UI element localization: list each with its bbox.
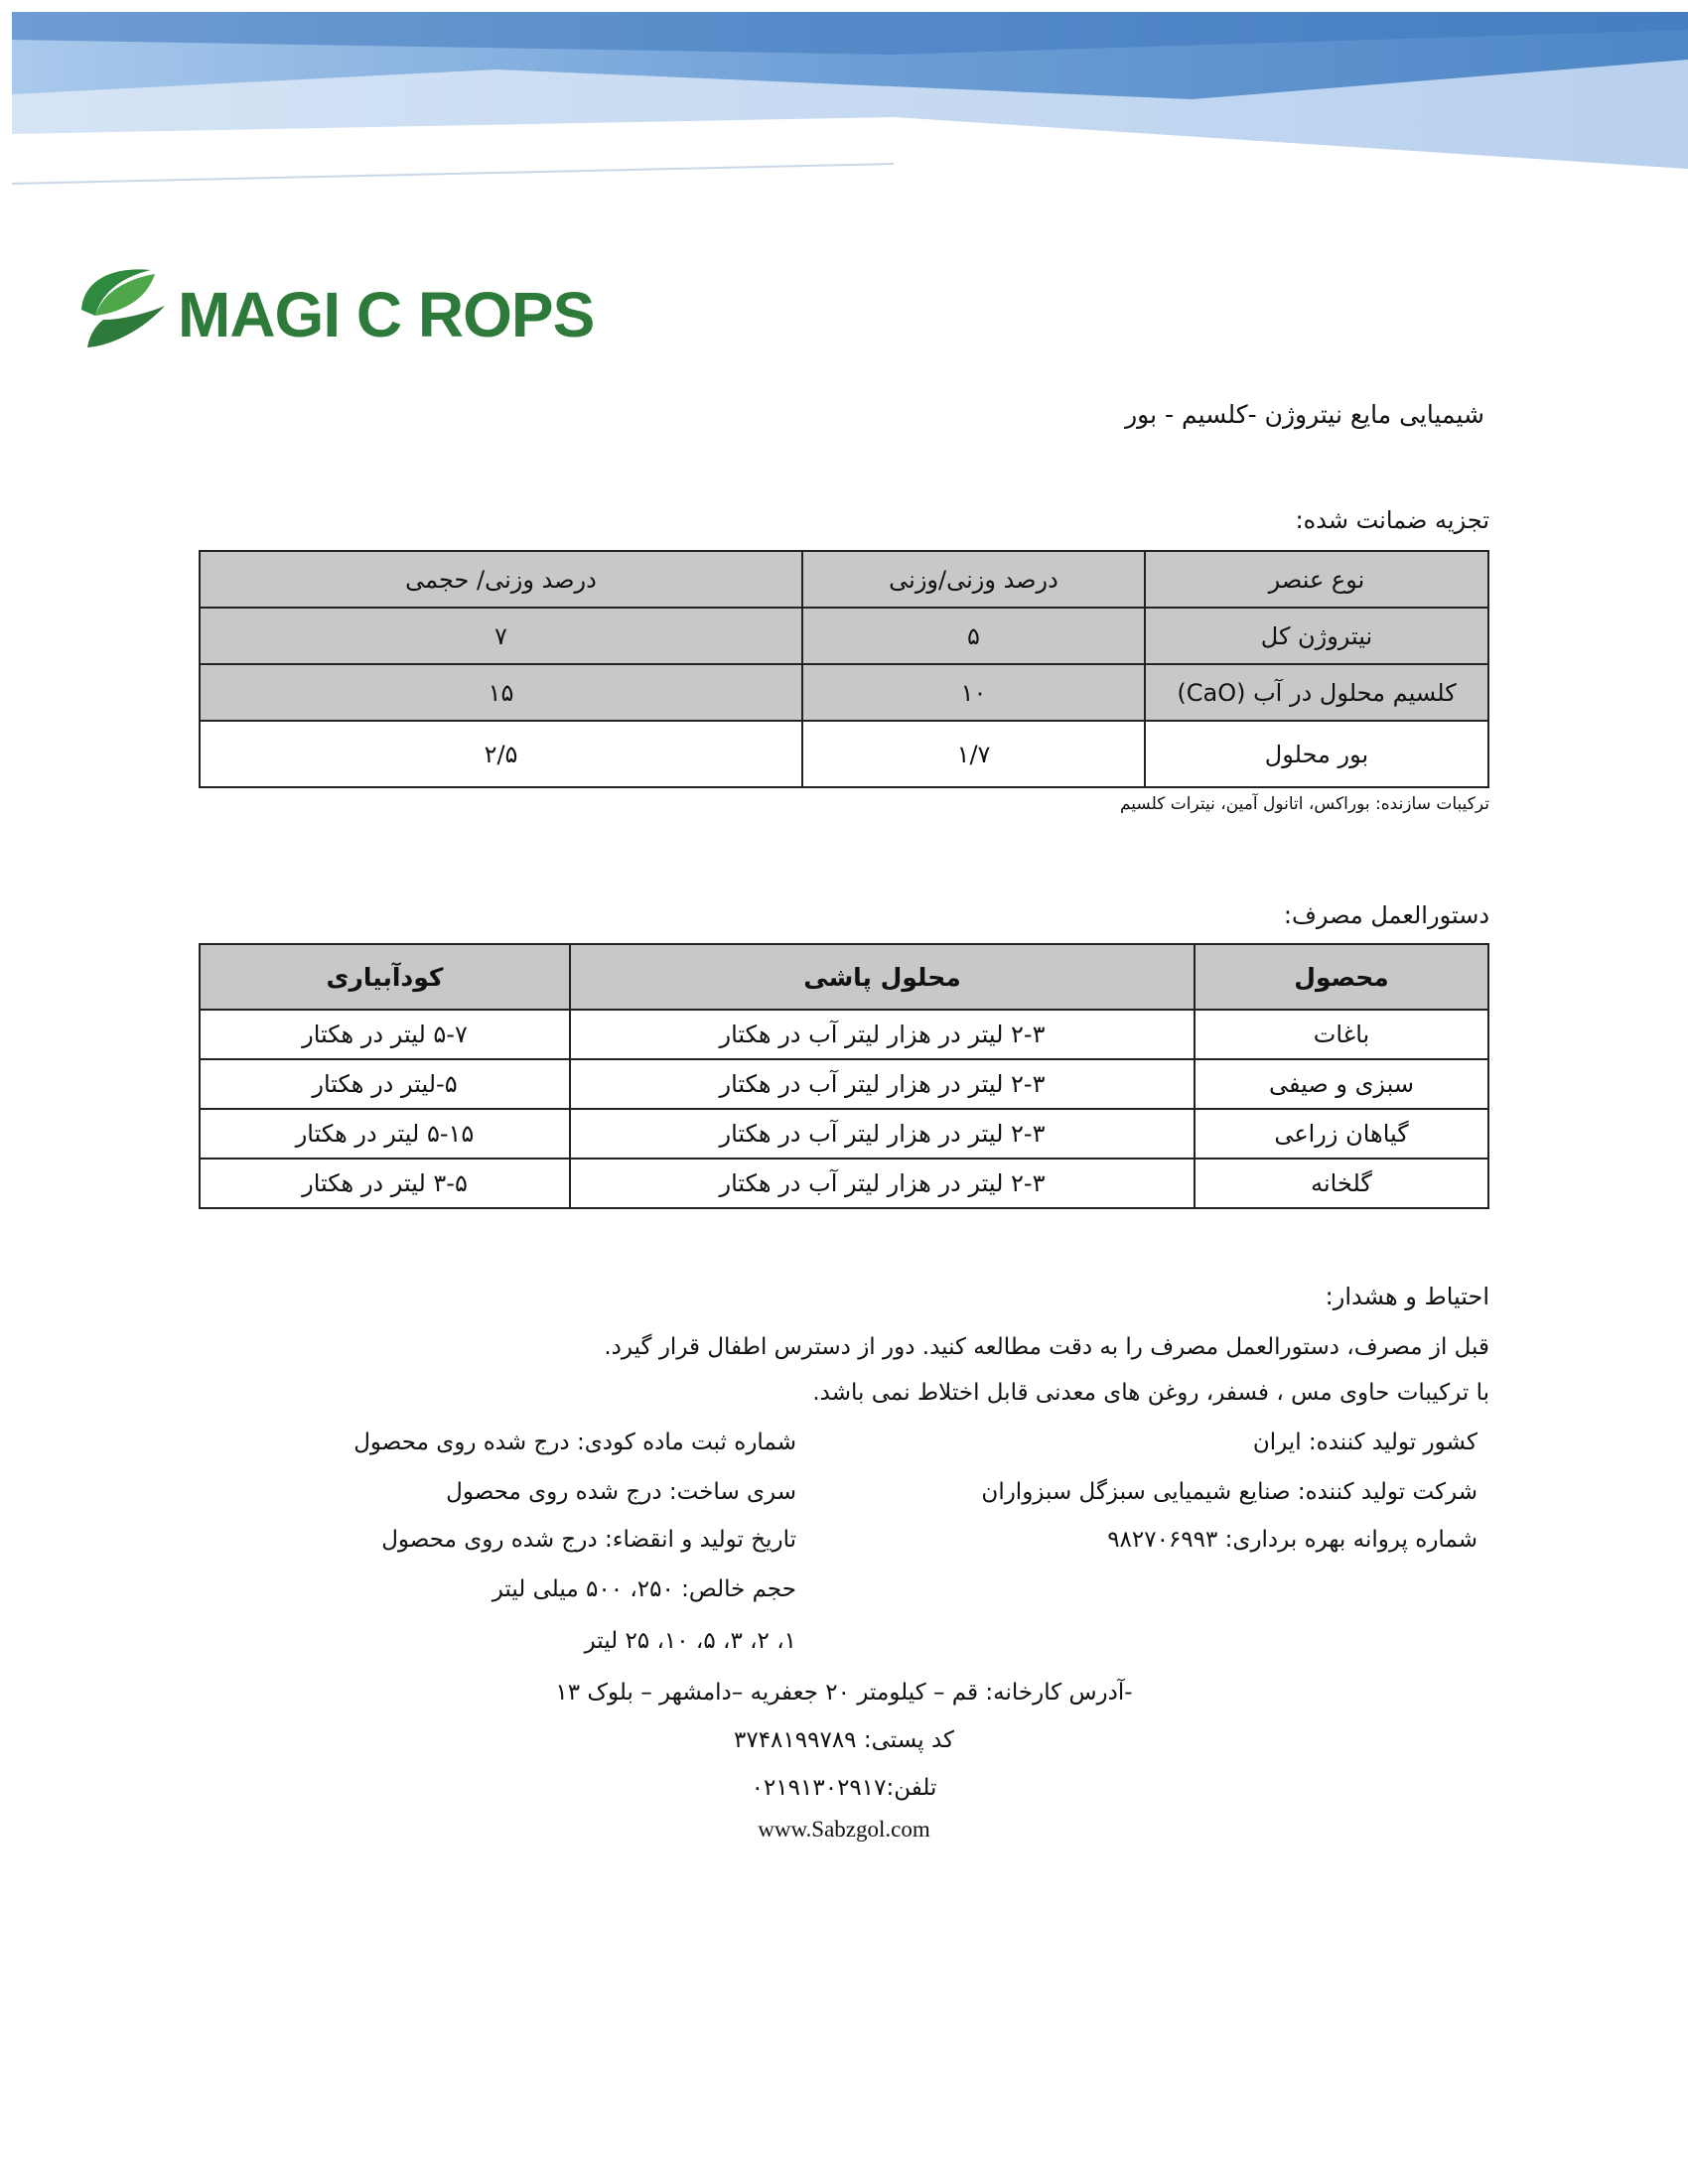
analysis-table xyxy=(199,550,1489,788)
table-row xyxy=(200,721,1488,787)
table-cell: سبزی و صیفی xyxy=(1195,1059,1488,1109)
table-cell: ۲-۳ لیتر در هزار لیتر آب در هکتار xyxy=(570,1010,1195,1059)
table-cell: کلسیم محلول در آب (CaO) xyxy=(1145,664,1488,721)
table-header-row xyxy=(200,944,1488,1010)
table-header-cell: محلول پاشی xyxy=(570,944,1195,1010)
table-header-cell: درصد وزنی/وزنی xyxy=(802,551,1145,608)
table-cell: ۱۰ xyxy=(802,664,1145,721)
table-cell: بور محلول xyxy=(1145,721,1488,787)
table-cell: ۷ xyxy=(200,608,802,664)
table-cell: گیاهان زراعی xyxy=(1195,1109,1488,1159)
table-row xyxy=(200,1059,1488,1109)
table-cell: نیتروژن کل xyxy=(1145,608,1488,664)
table-cell: ۲-۳ لیتر در هزار لیتر آب در هکتار xyxy=(570,1109,1195,1159)
table-row xyxy=(200,664,1488,721)
warning-line: قبل از مصرف، دستورالعمل مصرف را به دقت مطالعه کنید. دور از دسترس اطفال قرار گیرد. xyxy=(604,1334,1489,1360)
registration-number: شماره ثبت ماده کودی: درج شده روی محصول xyxy=(353,1430,796,1455)
leaf-logo-icon xyxy=(73,260,173,359)
table-cell: ۵-لیتر در هکتار xyxy=(200,1059,570,1109)
composition-note: ترکیبات سازنده: بوراکس، اتانول آمین، نیترات کلسیم xyxy=(1119,794,1489,814)
table-row xyxy=(200,1010,1488,1059)
table-cell: ۵ xyxy=(802,608,1145,664)
table-header-cell: کودآبیاری xyxy=(200,944,570,1010)
usage-heading: دستورالعمل مصرف: xyxy=(1283,901,1489,929)
table-cell: ۲/۵ xyxy=(200,721,802,787)
table-cell: ۵-۱۵ لیتر در هکتار xyxy=(200,1109,570,1159)
producer-company: شرکت تولید کننده: صنایع شیمیایی سبزگل سبزواران xyxy=(981,1479,1477,1505)
table-header-row xyxy=(200,551,1488,608)
producer-country: کشور تولید کننده: ایران xyxy=(1252,1430,1477,1455)
usage-table xyxy=(199,943,1489,1209)
phone-number: تلفن:۰۲۱۹۱۳۰۲۹۱۷ xyxy=(751,1775,937,1801)
table-cell: ۳-۵ لیتر در هکتار xyxy=(200,1159,570,1208)
table-cell: ۲-۳ لیتر در هزار لیتر آب در هکتار xyxy=(570,1059,1195,1109)
net-volume-liters: ۱، ۲، ۳، ۵، ۱۰، ۲۵ لیتر xyxy=(584,1628,796,1654)
table-cell: ۵-۷ لیتر در هکتار xyxy=(200,1010,570,1059)
factory-address: -آدرس کارخانه: قم – کیلومتر ۲۰ جعفریه –دامشهر – بلوک ۱۳ xyxy=(555,1680,1133,1706)
table-cell: ۱/۷ xyxy=(802,721,1145,787)
website-link[interactable]: www.Sabzgol.com xyxy=(758,1817,930,1842)
net-volume: حجم خالص: ۲۵۰، ۵۰۰ میلی لیتر xyxy=(492,1576,796,1602)
batch-number: سری ساخت: درج شده روی محصول xyxy=(446,1479,796,1505)
table-header-cell: نوع عنصر xyxy=(1145,551,1488,608)
product-title: شیمیایی مایع نیتروژن -کلسیم - بور xyxy=(1125,400,1484,429)
table-cell: باغات xyxy=(1195,1010,1488,1059)
table-row xyxy=(200,1109,1488,1159)
analysis-heading: تجزیه ضمانت شده: xyxy=(1295,506,1489,534)
table-header-cell: محصول xyxy=(1195,944,1488,1010)
header-banner xyxy=(0,0,1688,199)
logo-wordmark: MAGI C ROPS xyxy=(178,279,595,350)
table-cell: ۱۵ xyxy=(200,664,802,721)
table-header-cell: درصد وزنی/ حجمی xyxy=(200,551,802,608)
magic-crops-logo xyxy=(73,260,595,369)
postal-code: کد پستی: ۳۷۴۸۱۹۹۷۸۹ xyxy=(734,1727,954,1753)
table-cell: گلخانه xyxy=(1195,1159,1488,1208)
warning-line: با ترکیبات حاوی مس ، فسفر، روغن های معدنی قابل اختلاط نمی باشد. xyxy=(812,1380,1489,1406)
license-number: شماره پروانه بهره برداری: ۹۸۲۷۰۶۹۹۳ xyxy=(1107,1527,1477,1553)
table-row xyxy=(200,608,1488,664)
warning-heading: احتیاط و هشدار: xyxy=(1325,1283,1489,1310)
production-expiry: تاریخ تولید و انقضاء: درج شده روی محصول xyxy=(381,1527,796,1553)
table-cell: ۲-۳ لیتر در هزار لیتر آب در هکتار xyxy=(570,1159,1195,1208)
table-row xyxy=(200,1159,1488,1208)
